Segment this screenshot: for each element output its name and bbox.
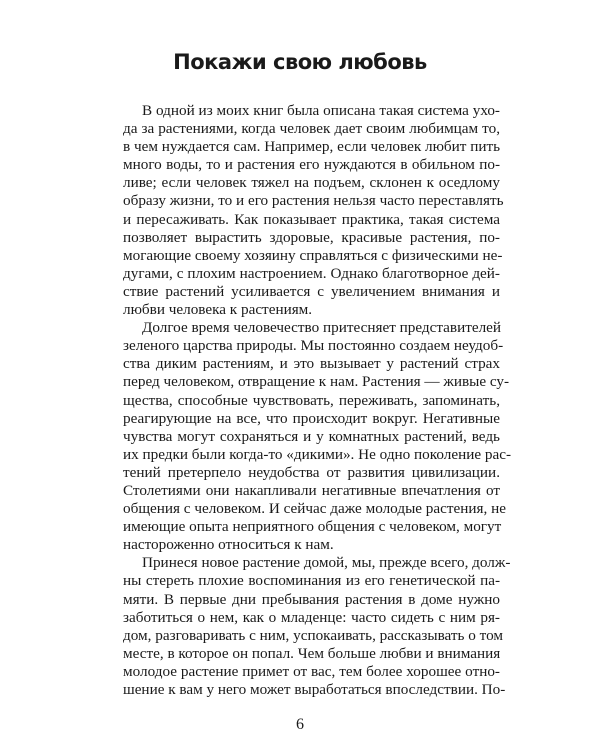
text-line: в чем нуждается сам. Например, если человек любит пить bbox=[123, 138, 501, 156]
text-line: Столетиями они накапливали негативные впечатления от bbox=[123, 481, 500, 499]
page-title: Покажи свою любовь bbox=[173, 50, 427, 74]
text-line: дугами, с плохим настроением. Однако благотворное дей- bbox=[123, 264, 500, 282]
text-line: любви человека к растениям. bbox=[123, 301, 313, 319]
text-line: ны стереть плохие воспоминания из его генетической па- bbox=[123, 572, 500, 590]
text-line: имеющие опыта неприятного общения с человеком, могут bbox=[123, 518, 502, 536]
paragraph bbox=[123, 319, 512, 554]
text-line: молодое растение примет от вас, тем более хорошее отно- bbox=[123, 662, 500, 680]
text-line: позволяет вырастить здоровые, красивые растения, по- bbox=[123, 228, 500, 246]
text-line: Долгое время человечество притесняет представителей bbox=[142, 319, 502, 337]
text-line: много воды, то и растения его нуждаются в обильном по- bbox=[123, 156, 500, 174]
page-number: 6 bbox=[296, 716, 304, 733]
paragraph bbox=[123, 102, 504, 319]
text-line: тений претерпело неудобства от развития цивилизации. bbox=[123, 463, 500, 481]
text-line: заботиться о нем, как о младенце: часто сидеть с ним ря- bbox=[123, 608, 500, 626]
text-line: настороженно относиться к нам. bbox=[123, 536, 334, 554]
text-line: да за растениями, когда человек дает своим любимцам то, bbox=[123, 120, 500, 138]
text-line: образу жизни, то и его растения нельзя часто переставлять bbox=[123, 192, 504, 210]
text-line: Принеся новое растение домой, мы, прежде всего, долж- bbox=[142, 554, 511, 572]
text-line: перед человеком, отвращение к нам. Растения — живые су- bbox=[123, 373, 510, 391]
text-line: чувства могут сохраняться и у комнатных растений, ведь bbox=[123, 427, 500, 445]
text-line: ствие растений усиливается с увеличением внимания и bbox=[123, 282, 500, 300]
text-line: и пересаживать. Как показывает практика, такая система bbox=[123, 210, 500, 228]
text-line: шение к вам у него может выработаться впоследствии. По- bbox=[123, 681, 506, 698]
text-line: ливе; если человек тяжел на подъем, склонен к оседлому bbox=[123, 174, 500, 192]
text-line: щества, способные чувствовать, переживать, запоминать, bbox=[123, 391, 500, 409]
text-line: дом, разговаривать с ним, успокаивать, рассказывать о том bbox=[123, 626, 504, 644]
text-line: общения с человеком. И сейчас даже молодые растения, не bbox=[123, 500, 506, 518]
text-line: могающие своему хозяину справляться с физическими не- bbox=[123, 246, 503, 264]
text-line: их предки были когда-то «дикими». Не одно поколение рас- bbox=[123, 445, 512, 463]
text-line: зеленого царства природы. Мы постоянно создаем неудоб- bbox=[123, 337, 504, 355]
body-text bbox=[123, 102, 512, 699]
text-line: В одной из моих книг была описана такая система ухо- bbox=[142, 102, 500, 119]
text-line: мяти. В первые дни пребывания растения в доме нужно bbox=[123, 590, 500, 608]
text-line: месте, в которое он попал. Чем больше любви и внимания bbox=[123, 644, 501, 662]
paragraph bbox=[123, 554, 511, 699]
text-line: реагирующие на все, что происходит вокруг. Негативные bbox=[123, 409, 500, 427]
text-line: ства диким растениям, и это вызывает у растений страх bbox=[123, 355, 500, 373]
